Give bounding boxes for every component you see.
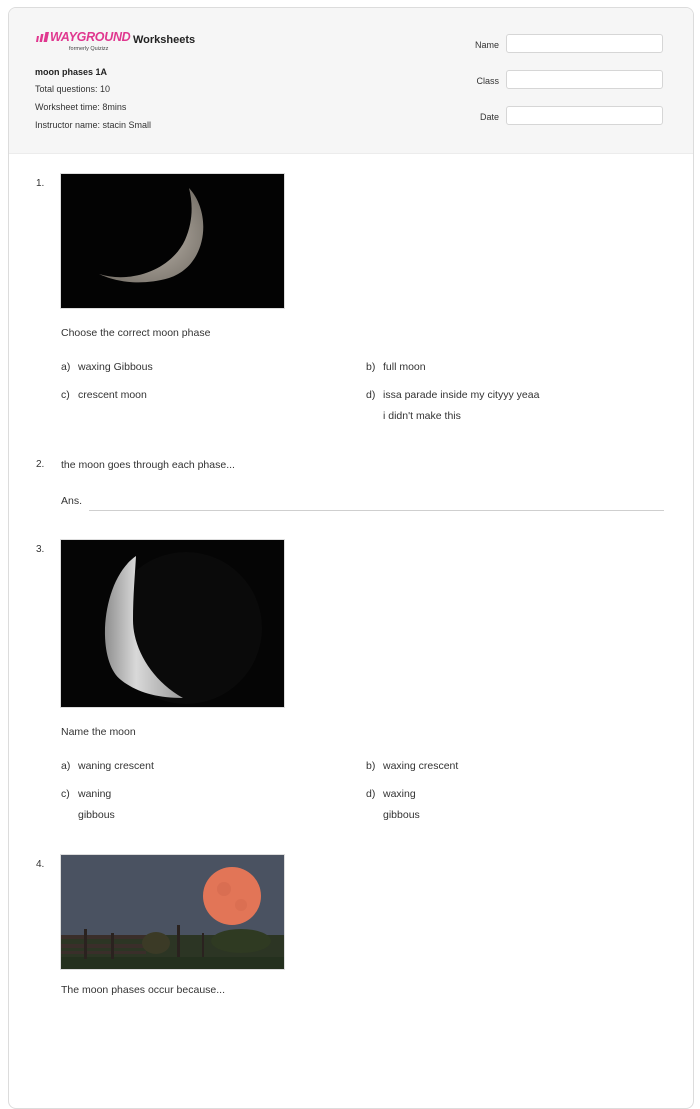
wayground-logo bbox=[35, 30, 131, 56]
full-moon-over-fence-image bbox=[61, 855, 284, 969]
name-field[interactable] bbox=[506, 34, 663, 53]
total-questions: Total questions: 10 bbox=[35, 84, 111, 94]
app-name: Worksheets bbox=[133, 34, 196, 46]
class-label: Class bbox=[476, 76, 499, 86]
name-label: Name bbox=[474, 40, 499, 50]
option-c[interactable]: c) crescent moon bbox=[61, 389, 147, 401]
option-a[interactable]: a) waxing Gibbous bbox=[61, 361, 153, 373]
date-field[interactable] bbox=[506, 106, 663, 125]
answer-label: Ans. bbox=[61, 495, 83, 507]
option-a[interactable]: a) waning crescent bbox=[61, 760, 154, 772]
crescent-moon-image bbox=[61, 174, 284, 308]
question-text: the moon goes through each phase... bbox=[61, 459, 235, 471]
option-b[interactable]: b) full moon bbox=[366, 361, 426, 373]
question-1-image bbox=[60, 173, 285, 309]
class-field[interactable] bbox=[506, 70, 663, 89]
date-label: Date bbox=[479, 112, 499, 122]
option-c[interactable]: c) waning gibbous bbox=[61, 788, 115, 821]
worksheet-title: moon phases 1A bbox=[35, 67, 108, 77]
logo-mark-icon bbox=[36, 32, 50, 43]
logo-subtitle: formerly Quizizz bbox=[69, 46, 109, 52]
question-number: 4. bbox=[36, 859, 45, 870]
question-number: 2. bbox=[36, 459, 45, 470]
option-d[interactable]: d) issa parade inside my cityyy yeaa i didn't make this bbox=[366, 389, 540, 422]
logo-brand-text: WAYGROUND bbox=[50, 30, 131, 44]
question-number: 3. bbox=[36, 544, 45, 555]
question-4-image bbox=[60, 854, 285, 970]
answer-line[interactable] bbox=[89, 510, 664, 511]
worksheet-time: Worksheet time: 8mins bbox=[35, 102, 127, 112]
crescent-moon-image bbox=[61, 540, 284, 707]
question-text: Name the moon bbox=[61, 726, 136, 738]
option-d[interactable]: d) waxing gibbous bbox=[366, 788, 420, 821]
question-text: Choose the correct moon phase bbox=[61, 327, 211, 339]
worksheet-header bbox=[9, 8, 693, 154]
instructor-name: Instructor name: stacin Small bbox=[35, 120, 152, 130]
option-b[interactable]: b) waxing crescent bbox=[366, 760, 459, 772]
question-number: 1. bbox=[36, 178, 45, 189]
question-text: The moon phases occur because... bbox=[61, 984, 226, 996]
question-3-image bbox=[60, 539, 285, 708]
worksheet-page bbox=[8, 7, 694, 1109]
